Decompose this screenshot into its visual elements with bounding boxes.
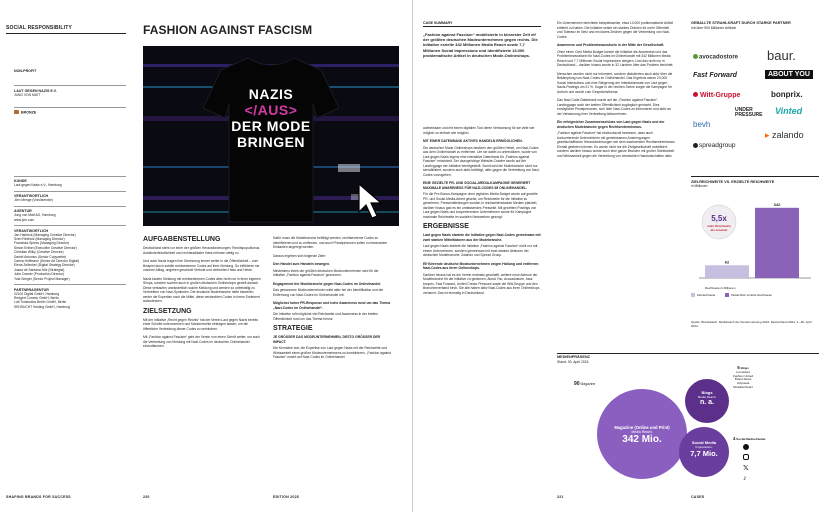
- paragraph: Darüber hinaus hat es der Verein erstmals geschafft, weitere neue Akteure der Modebranche für die Initiative zu gewinnen: About You, Avocadostore, baur, bonprix, Fast Forward, United Credor Pressure sowie die Witt-Gruppe und den Branchenverband bevh. Sie alle haben aktiv Nazi-Codes aus ihren Onlineshops verbannt. Das ist einmalig in Deutschland.: [423, 272, 540, 295]
- page-number: 221: [557, 495, 564, 499]
- bubble-sub: Media Reach:: [631, 430, 653, 434]
- list-item: Elena Zellecker (Digital Strategy Director): [14, 263, 75, 268]
- list-item: Julia Cramer (Production Director): [14, 272, 65, 277]
- legend-label: Tatsächlich erzielte Reichweite: [731, 293, 772, 297]
- bubble-label: Social Media: [691, 440, 717, 445]
- hero-line-3: DER MODE: [231, 118, 311, 134]
- legend-swatch: [691, 293, 695, 297]
- partners-title: GEBALLTE STRAHLKRAFT DURCH STARKE PARTNER: [691, 21, 791, 25]
- list-item: Loft Tonstudios Berlin GmbH, Berlin: [14, 300, 67, 305]
- text-column-2: [273, 236, 391, 364]
- agentur-resp-list: [14, 233, 126, 281]
- paragraph: aufmerksam und mit einem digitalen Tool deren Verbannung für sie viele wie möglich zu einfach wie möglich.: [423, 126, 535, 135]
- bubble-value: 342 Mio.: [622, 434, 662, 445]
- paragraph: Mit „Fashion against Fascism“ geht der Verein nun einen Schritt weiter, um auch die Verbreitung von Kleidung mit Nazi-Codes im deutschen Onlinehandel einzudämmen.: [143, 335, 260, 348]
- chart-plot: [691, 192, 819, 284]
- chart-source: Quelle: Brandwatch, Mediareach der Social Listening 2024. Deutschland 2024, 4.–30. April 2024.: [691, 320, 812, 328]
- heading-pr: EINE GEZIELTE PR- UND SOCIAL-MEDIA-KAMPAGNE GENERIERT MAXIMALE AWARENESS FÜR NAZI-CODES IM ONLINEHANDEL.: [423, 181, 531, 190]
- divider: [691, 176, 819, 177]
- badge-text: als erwartet: [710, 228, 728, 232]
- logo-witt-gruppe: Witt-Gruppe: [693, 92, 740, 99]
- bar-value-label: 62: [724, 259, 730, 265]
- paragraph: Daraus ergeben sich folgende Ziele:: [273, 253, 326, 258]
- heading-ergebnisse: ERGEBNISSE: [423, 223, 469, 231]
- partners-section: [691, 21, 819, 30]
- list-item: 02100 Digital GmbH, Hamburg: [14, 291, 60, 296]
- paragraph: Und auch Nazis tragen ihre Gesinnung immer weiter in die Öffentlichkeit – zum Beispiel durch subtile rechtsextreme Codes auf ihrer Kleidung. So infiltrieren sie unseren Alltag, ungehen geschickt Verbote und verbreiten Hass und Hetze.: [143, 259, 260, 272]
- bubble-label: Magazine (Online und Print): [614, 425, 670, 430]
- text-column-1: [143, 236, 261, 353]
- paragraph: Die deutschen Mode-Onlineshops besitzen den größten Hebel, um Nazi-Codes aus dem Onlinehandel zu entfernen. Um sie dabei zu unterstützen, wurde von Laut gegen Nazis eigens eine interaktive Datenbank für „Fashion against Fascism“ entwickelt. Der dazugehörige Website-Crawler wurde auf der Landingpage der Initiative bereitgestellt. Somit wird die Modebranche nicht nur sensibilisiert, sondern auch aktiv befähigt, aktiv gegen die Verbreitung von Nazi-Codes vorzugehen.: [423, 145, 540, 177]
- list-item: Lumasbert: [736, 369, 751, 374]
- list-item: Joana de Santana Nitz (Strategist): [14, 267, 65, 272]
- result-heading: Elf führende deutsche Modeunternehmen zeigen Haltung und entfernen Nazi-Codes aus ihren Onlineshops.: [423, 261, 539, 271]
- list-item: Christian Wilky (Creative Director): [14, 250, 64, 255]
- verantwortlich-value: Jörn Menge (Vorsitzender): [14, 198, 53, 203]
- category-label: NON-PROFIT: [14, 69, 37, 73]
- project-agency: JUNG VON MATT: [14, 92, 41, 97]
- sidebar: [14, 68, 126, 309]
- divider: [557, 353, 819, 354]
- section-label: SOCIAL RESPONSIBILITY: [6, 25, 73, 31]
- list-item: Daniel Antonius (Senior Copywriter): [14, 254, 67, 259]
- paragraph: Menschen wurden nicht nur informiert, sondern diskutierten auch aktiv über die Bekämpfung von Nazi-Codes im Onlinehandel. Das Ergebnis waren 23.000 Social Interactions und eine Steigerung der Interaktionsrate von Laut gegen Nazis-Postings um 21 %. Sogar in der rechten Szene sorgte die Kampagne für Aufruhr und wurde zum Gesprächsthema.: [557, 71, 673, 94]
- paragraph: Für die Pre-Bonus-Kampagne ohne jegliches Media Budget wurde auf gezielte PR- und Social-Media-Arbeit gesetzt, um Reichweite für die Initiative zu generieren. Pressemitteilungen wurden in reichweitenstarken Medien platziert, darüber hinaus gab es ein umfassendes Pressekit. Mit gezielten Postings von Laut gegen Nazis und kooperierenden Unternehmen wurde für Kampagne maximale Reichweite im sozialen Netzwerken gesorgt.: [423, 192, 538, 219]
- list-item: Odysseia: [736, 381, 750, 386]
- paragraph: Nazis kaufen Kleidung mit rechtsextremen Codes aber nicht nur in ihren eigenen Shops, sondern suchen auch in großen deutschen Onlineshops gezielt danach. Diese verkaufen unwissentlich solche Kleidung und werden so unfreiwillig zu Verbreitern von Nazi-Symbolen. Die deutsche Modebranche hatte bisweilen weder die Expertise noch die Mittel, diese versteckten Codes in ihrem Sortiment aufzudecken.: [143, 276, 261, 303]
- social-channels: 4 Social-Media-Kanäle 𝕏 ♪: [733, 436, 766, 482]
- divider: [14, 225, 126, 226]
- paragraph: Laut gegen Nazis startete die Initiative „Fashion against Fascism“ nicht nur mit einem Unternehmen, sondern gemeinsam mit zwei starken Akteuren der deutschen Modebranche: Zalando und Spread Group.: [423, 244, 538, 258]
- magazine-count-label: 90 Magazine: [574, 381, 596, 387]
- results-column: [557, 21, 675, 162]
- page-number: 220: [143, 495, 150, 499]
- bubble-sub: Impressions:: [695, 445, 713, 449]
- edition-label: EDITION 2025: [273, 495, 299, 499]
- logo-under-pressure: UNDER PRESSURE: [735, 107, 763, 118]
- page-title: FASHION AGAINST FASCISM: [143, 23, 313, 37]
- goal-heading: Engagement der Modebranche gegen Nazi-Codes im Onlinehandel.: [273, 281, 382, 286]
- divider: [6, 33, 126, 34]
- goal-heading: Den Handel zum Handeln bewegen.: [273, 262, 331, 266]
- list-item: Jan Harbeck (Managing Creative Director): [14, 232, 76, 237]
- logo-zalando: ▸ zalando: [765, 130, 804, 140]
- facebook-icon: [743, 444, 749, 450]
- bubble-label: Blogs: [701, 390, 713, 395]
- goal-heading: Möglichst hoher PR-Response und hohe Awareness rund um das Thema „Nazi-Codes im Onlinehandel“.: [273, 301, 391, 310]
- footer-left: SHAPING BRANDS FOR SUCCESS: [6, 495, 71, 499]
- partner-list: [14, 292, 126, 310]
- list-item: Modalischwarz: [733, 384, 754, 389]
- instagram-icon: [743, 454, 749, 460]
- heading-datenbank: MIT EINER DATENBANK AKTIVES HANDELN ERMÖGLICHEN.: [423, 139, 523, 144]
- blogs-list: 5 Blogs Lumasbert Fashion United Brand-News Odysseia Modalischwarz: [733, 365, 754, 389]
- logo-spreadgroup: spreadgroup: [693, 142, 736, 149]
- list-item: Simon Enthel (Executive Creative Director): [14, 245, 77, 250]
- list-item: Redgert Commu GmbH, Berlin: [14, 295, 59, 300]
- project-label: LAUT GEGEN NAZIS E.V.: [14, 88, 57, 93]
- blogs-bubble: [685, 379, 729, 423]
- bubble-value: n. a.: [699, 399, 714, 406]
- heading-awareness: Awareness und Problembewusstsein in der Mitte der Gesellschaft.: [557, 43, 665, 47]
- hero-line-2: </AUS>: [244, 102, 298, 118]
- list-item: Franziska Spiess (Managing Director): [14, 241, 70, 246]
- logo-about-you: ABOUT YOU: [765, 70, 813, 79]
- award-label: BRONZE: [14, 110, 126, 115]
- partners-subtitle: mit über 900 Millionen Artikeln: [691, 25, 737, 30]
- partner-label: PARTNERAGENTUR: [14, 287, 49, 292]
- magazine-bubble: [597, 389, 687, 479]
- paragraph: Mit der Initiative „Recht gegen Rechts“ hat der Verein Laut gegen Nazis bereits erste Schritte unternommen und Markenrechte eintragen lassen, um die öffentliche Verbreitung dieser Codes zu verhindern.: [143, 317, 258, 331]
- paragraph: Das Nazi-Code-Datenbank wurde auf der „Fashion against Fascism“-Landingpage auch der breiten Öffentlichkeit zugänglich gemacht. Dies ermöglichte Privatpersonen, sich über Nazi-Codes zu informieren und aktiv an der Verbannung ihrer Verbreitung teilzunehmen.: [557, 98, 671, 116]
- x-icon: 𝕏: [743, 464, 749, 472]
- cursor-icon: [355, 182, 395, 222]
- social-bubble: [679, 427, 729, 477]
- bar-actual: [755, 208, 799, 278]
- paragraph: Dafür muss die Modebranche befähigt werden, rechtsextreme Codes zu identifizieren und zu entfernen, und auch Privatpersonen sollen zu bewusstem Einkaufen angeregt werden.: [273, 236, 388, 249]
- bar-value-label: 342: [773, 201, 781, 207]
- footer-cases: CASES: [691, 495, 705, 499]
- divider: [14, 107, 126, 108]
- logo-avocadostore: avocadostore: [693, 54, 738, 61]
- logo-bevh: bevh: [693, 120, 711, 129]
- logo-fast-forward: Fast Forward: [693, 72, 737, 79]
- chart-title: ZIELREICHWEITE VS. ERZIELTE REICHWEITE: [691, 180, 775, 184]
- goal-text: Die Initiative ruft möglichst viel Reichweite und Awareness in der breiten Öffentlichkeit rund um das Thema hervor.: [273, 312, 378, 321]
- divider: [423, 26, 541, 27]
- bar-target: [705, 265, 749, 278]
- divider: [14, 176, 126, 177]
- bronze-award-icon: [14, 110, 19, 114]
- bubble-value: 7,7 Mio.: [690, 449, 718, 458]
- list-item: Yola Seeger (Senior Project Manager): [14, 276, 70, 281]
- list-item: SEHSUCHT Holding GmbH, Hamburg: [14, 304, 71, 309]
- bubble-sub: Media Reach:: [697, 395, 717, 399]
- list-item: Carina Hoffmann (Senior Art Director Digital): [14, 258, 79, 263]
- goal-text: Mindestens eines der größten deutschen Modeunternehmen wird für die Initiative „Fashion against Fascism“ gewonnen.: [273, 268, 379, 277]
- kunde-value: Laut gegen Nazis e.V., Hamburg: [14, 183, 62, 188]
- legend-label: Zielreichweite: [697, 293, 716, 297]
- hero-image: [143, 46, 399, 226]
- tiktok-icon: ♪: [743, 474, 747, 482]
- partner-logos: [691, 48, 819, 158]
- verantwortlich-label: VERANTWORTLICH: [14, 194, 49, 199]
- logo-vinted: Vinted: [775, 106, 803, 116]
- heading-ziel: ZIELSETZUNG: [143, 307, 192, 315]
- left-page: [0, 0, 413, 512]
- list-item: Brand-News: [734, 377, 752, 382]
- summary-column: [423, 21, 541, 299]
- result-heading: Laut gegen Nazis startete die Initiative gegen Nazi-Codes gemeinsam mit zwei starken Mitinitiatoren aus der Modebranche.: [423, 233, 541, 242]
- kunde-label: KUNDE: [14, 179, 27, 184]
- right-page: [414, 0, 827, 512]
- list-item: Sven Rebholz (Managing Director): [14, 236, 65, 241]
- agentur-name: Jung von Matt AG, Hamburg: [14, 213, 56, 218]
- paragraph: Deutschland steht vor einer der größten Herausforderungen: Rechtspopulismus, Ausländerfeindlichkeit und rechtsradikaler Hass nehmen stetig zu.: [143, 246, 261, 255]
- case-summary: „Fashion against Fascism“ mobilisierte in kürzester Zeit elf der größten deutschen Modeunternehmen gegen rechts. Die Initiative erzielte 342 Millionen Media Reach sowie 7,7 Millionen Social Impressions und identifizierte 13.000 problematische Artikel in deutschen Mode-Onlineshops.: [423, 32, 538, 58]
- strategy-heading: JE GRÖSSER DAS MODEUNTERNEHMEN, DESTO GRÖSSER DER IMPACT.: [273, 335, 381, 344]
- divider: [14, 191, 126, 192]
- badge-text: mehr Reichweite: [707, 224, 731, 228]
- hero-line-1: NAZIS: [248, 86, 294, 102]
- divider: [14, 206, 126, 207]
- agentur-url[interactable]: www.jvm.com: [14, 217, 35, 222]
- heading-erfolg: Ein erfolgreicher Zusammenschluss von Laut gegen Nazis und der deutschen Modebranche gegen Rechtsextremismus.: [557, 120, 665, 129]
- paragraph: „Fashion against Fascism“ hat eindrucksvoll bewiesen, dass auch konkurrierende Unternehmen mit gemeinsamen Anstrengungen gesellschaftlichen Herausforderungen wie dem wachsenden Rechtsextremismus Einhalt gebieten können. Es wurde nicht nur die Zivilgesellschaft mobilisiert, sondern darüber hinaus wurde auch eine ganze Branche mit großer Sichtbarkeit und Wirksamkeit gegen die Verbreitung von versteckten Hasshotschaften aktiv.: [557, 131, 675, 158]
- logo-bonprix: bonprix.: [771, 90, 803, 99]
- list-item: Fashion United: [733, 373, 754, 378]
- axis-label: Reichweite in Millionen: [705, 286, 736, 290]
- reach-chart: [691, 180, 819, 304]
- divider: [14, 85, 126, 86]
- heading-aufgabe: AUFGABENSTELLUNG: [143, 236, 221, 243]
- heading-strategie: STRATEGIE: [273, 325, 313, 332]
- paragraph: Ein Unternehmen berichtete beispielsweise, etwa 13.000 problematische Artikel entfernt zu haben. Die Initiative setzte ein starkes Zeichen für mehr Offenheit und Toleranz im Netz und ein klares Zeichen gegen die Verbreitung von Nazi-Codes.: [557, 21, 674, 39]
- logo-baur: baur.: [767, 48, 796, 63]
- case-summary-label: CASE SUMMARY: [423, 21, 453, 25]
- paragraph: Ohne einen Cent Media Budget konnte die Initiative die Awareness und das Problembewusstsein für Nazi-Codes im Onlinehandel mit 342 Millionen Media Reach und 7,7 Millionen Social Impressions steigern. Und das nicht nur in Deutschland – darüber hinaus wurde in 32 Ländern über das Problem berichtet.: [557, 49, 674, 67]
- media-subtitle: Stand: 30. April 2024: [557, 360, 589, 364]
- media-title: MEDIENPRÄSENZ: [557, 355, 590, 359]
- goal-text: Das gewonnene Modeunternehmen wirkt aktiv bei der Identifikation und der Entfernung von Nazi-Codes im Onlinehandel mit.: [273, 288, 384, 297]
- paragraph: Die Kennidee war, die Expertise von Laut gegen Nazis mit der Reichweite und Wirksamkeit eines großen Modeunternehmens zu kombinieren. „Fashion against Fascism“ macht auf Nazi-Codes im Onlinehandel: [273, 346, 391, 359]
- agentur-label: AGENTUR: [14, 209, 32, 214]
- chart-legend: [691, 293, 772, 297]
- chart-subtitle: in Millionen: [691, 184, 708, 188]
- badge-value: 5,5x: [711, 214, 727, 223]
- legend-swatch: [725, 293, 729, 297]
- hero-line-4: BRINGEN: [236, 134, 306, 150]
- divider: [14, 284, 126, 285]
- agentur-resp-label: VERANTWORTLICH: [14, 228, 49, 233]
